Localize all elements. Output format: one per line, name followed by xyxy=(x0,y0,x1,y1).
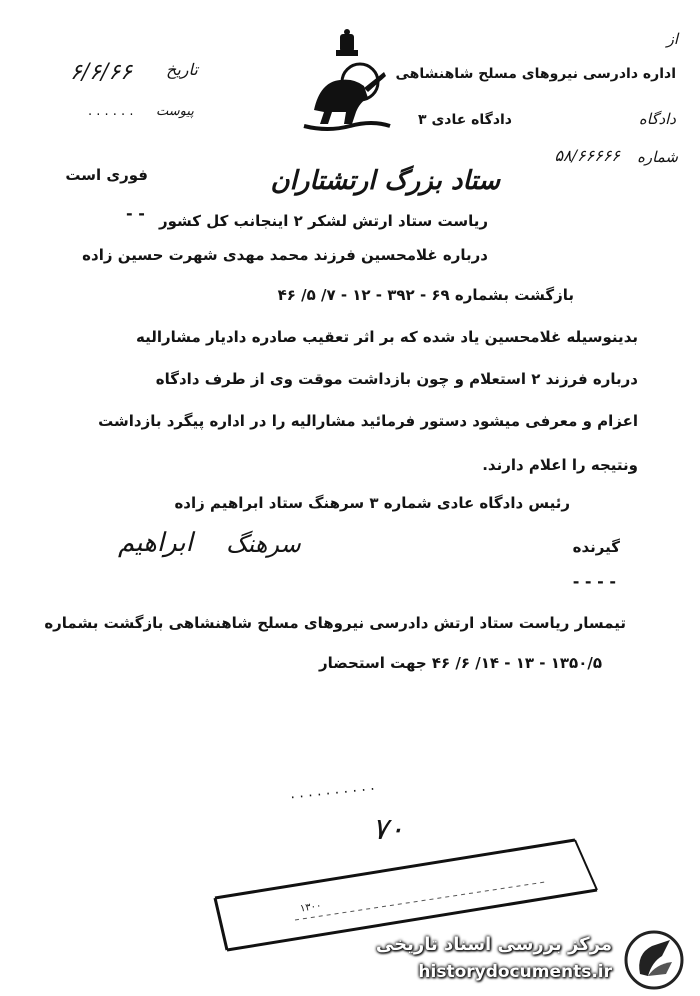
body-line-1: ریاست ستاد ارتش لشکر ۲ اینجانب کل کشور xyxy=(159,212,488,230)
footer-line-1: تیمسار ریاست ستاد ارتش دادرسی نیروهای مسلح شاهنشاهی بازگشت بشماره xyxy=(44,614,626,632)
attachment-dots: . . . . . . xyxy=(88,104,134,119)
stamp-number: ۷۰ xyxy=(372,812,405,847)
body-line-2: درباره غلامحسین فرزند محمد مهدی شهرت حسین زاده xyxy=(82,246,488,264)
body-line-8: رئیس دادگاه عادی شماره ۳ سرهنگ ستاد ابراهیم زاده xyxy=(174,494,570,512)
archive-name: مرکز بررسی اسناد تاریخی xyxy=(375,934,612,955)
stamp-dotted-line: . . . . . . . . . . xyxy=(289,777,376,803)
number-label: شماره xyxy=(637,148,678,166)
classification-label: فوری است xyxy=(65,166,148,184)
from-org: اداره دادرسی نیروهای مسلح شاهنشاهی xyxy=(395,66,676,82)
body-line-6: اعزام و معرفی میشود دستور فرمائید مشارالیه را در اداره پیگرد بازداشت xyxy=(98,412,638,430)
archive-logo-icon xyxy=(622,928,686,992)
body-line-4: بدینوسیله غلامحسین یاد شده که بر اثر تعقیب صادره دادیار مشارالیه xyxy=(136,328,638,346)
dash-line: - - xyxy=(126,204,145,223)
body-line-5: درباره فرزند ۲ استعلام و چون بازداشت موقت وی از طرف دادگاه xyxy=(155,370,638,388)
to-prefix-label: دادگاه xyxy=(638,110,676,128)
signature: ابراهیم xyxy=(118,528,193,558)
body-line-3: بازگشت بشماره ۶۹ - ۳۹۲ - ۱۲ - ۷/ ۵/ ۴۶ xyxy=(277,286,574,304)
date-label: تاریخ xyxy=(166,60,198,79)
stamp-code: ۱۳۰۰ xyxy=(299,900,323,915)
archive-watermark xyxy=(375,924,700,996)
body-line-7: ونتیجه را اعلام دارند. xyxy=(482,456,638,474)
recipient-dashes: - - - - xyxy=(572,572,616,591)
footer-line-2: ۱۳۵۰/۵ - ۱۳ - ۱۴/ ۶/ ۴۶ جهت استحضار xyxy=(318,654,602,672)
attachment-label: پیوست xyxy=(156,104,194,119)
court-name: دادگاه عادی ۳ xyxy=(418,112,512,128)
signature-second: سرهنگ xyxy=(226,530,301,558)
number-value: ۵۸/۶۶۶۶۶ xyxy=(554,146,620,165)
heading: ستاد بزرگ ارتشتاران xyxy=(270,166,500,196)
date-value: ۶/۶/۶۶ xyxy=(70,60,133,85)
recipient-label: گیرنده xyxy=(572,538,620,556)
lion-and-sun-emblem-icon xyxy=(298,28,394,138)
from-label: از xyxy=(666,30,678,48)
archive-url: historydocuments.ir xyxy=(418,962,612,982)
